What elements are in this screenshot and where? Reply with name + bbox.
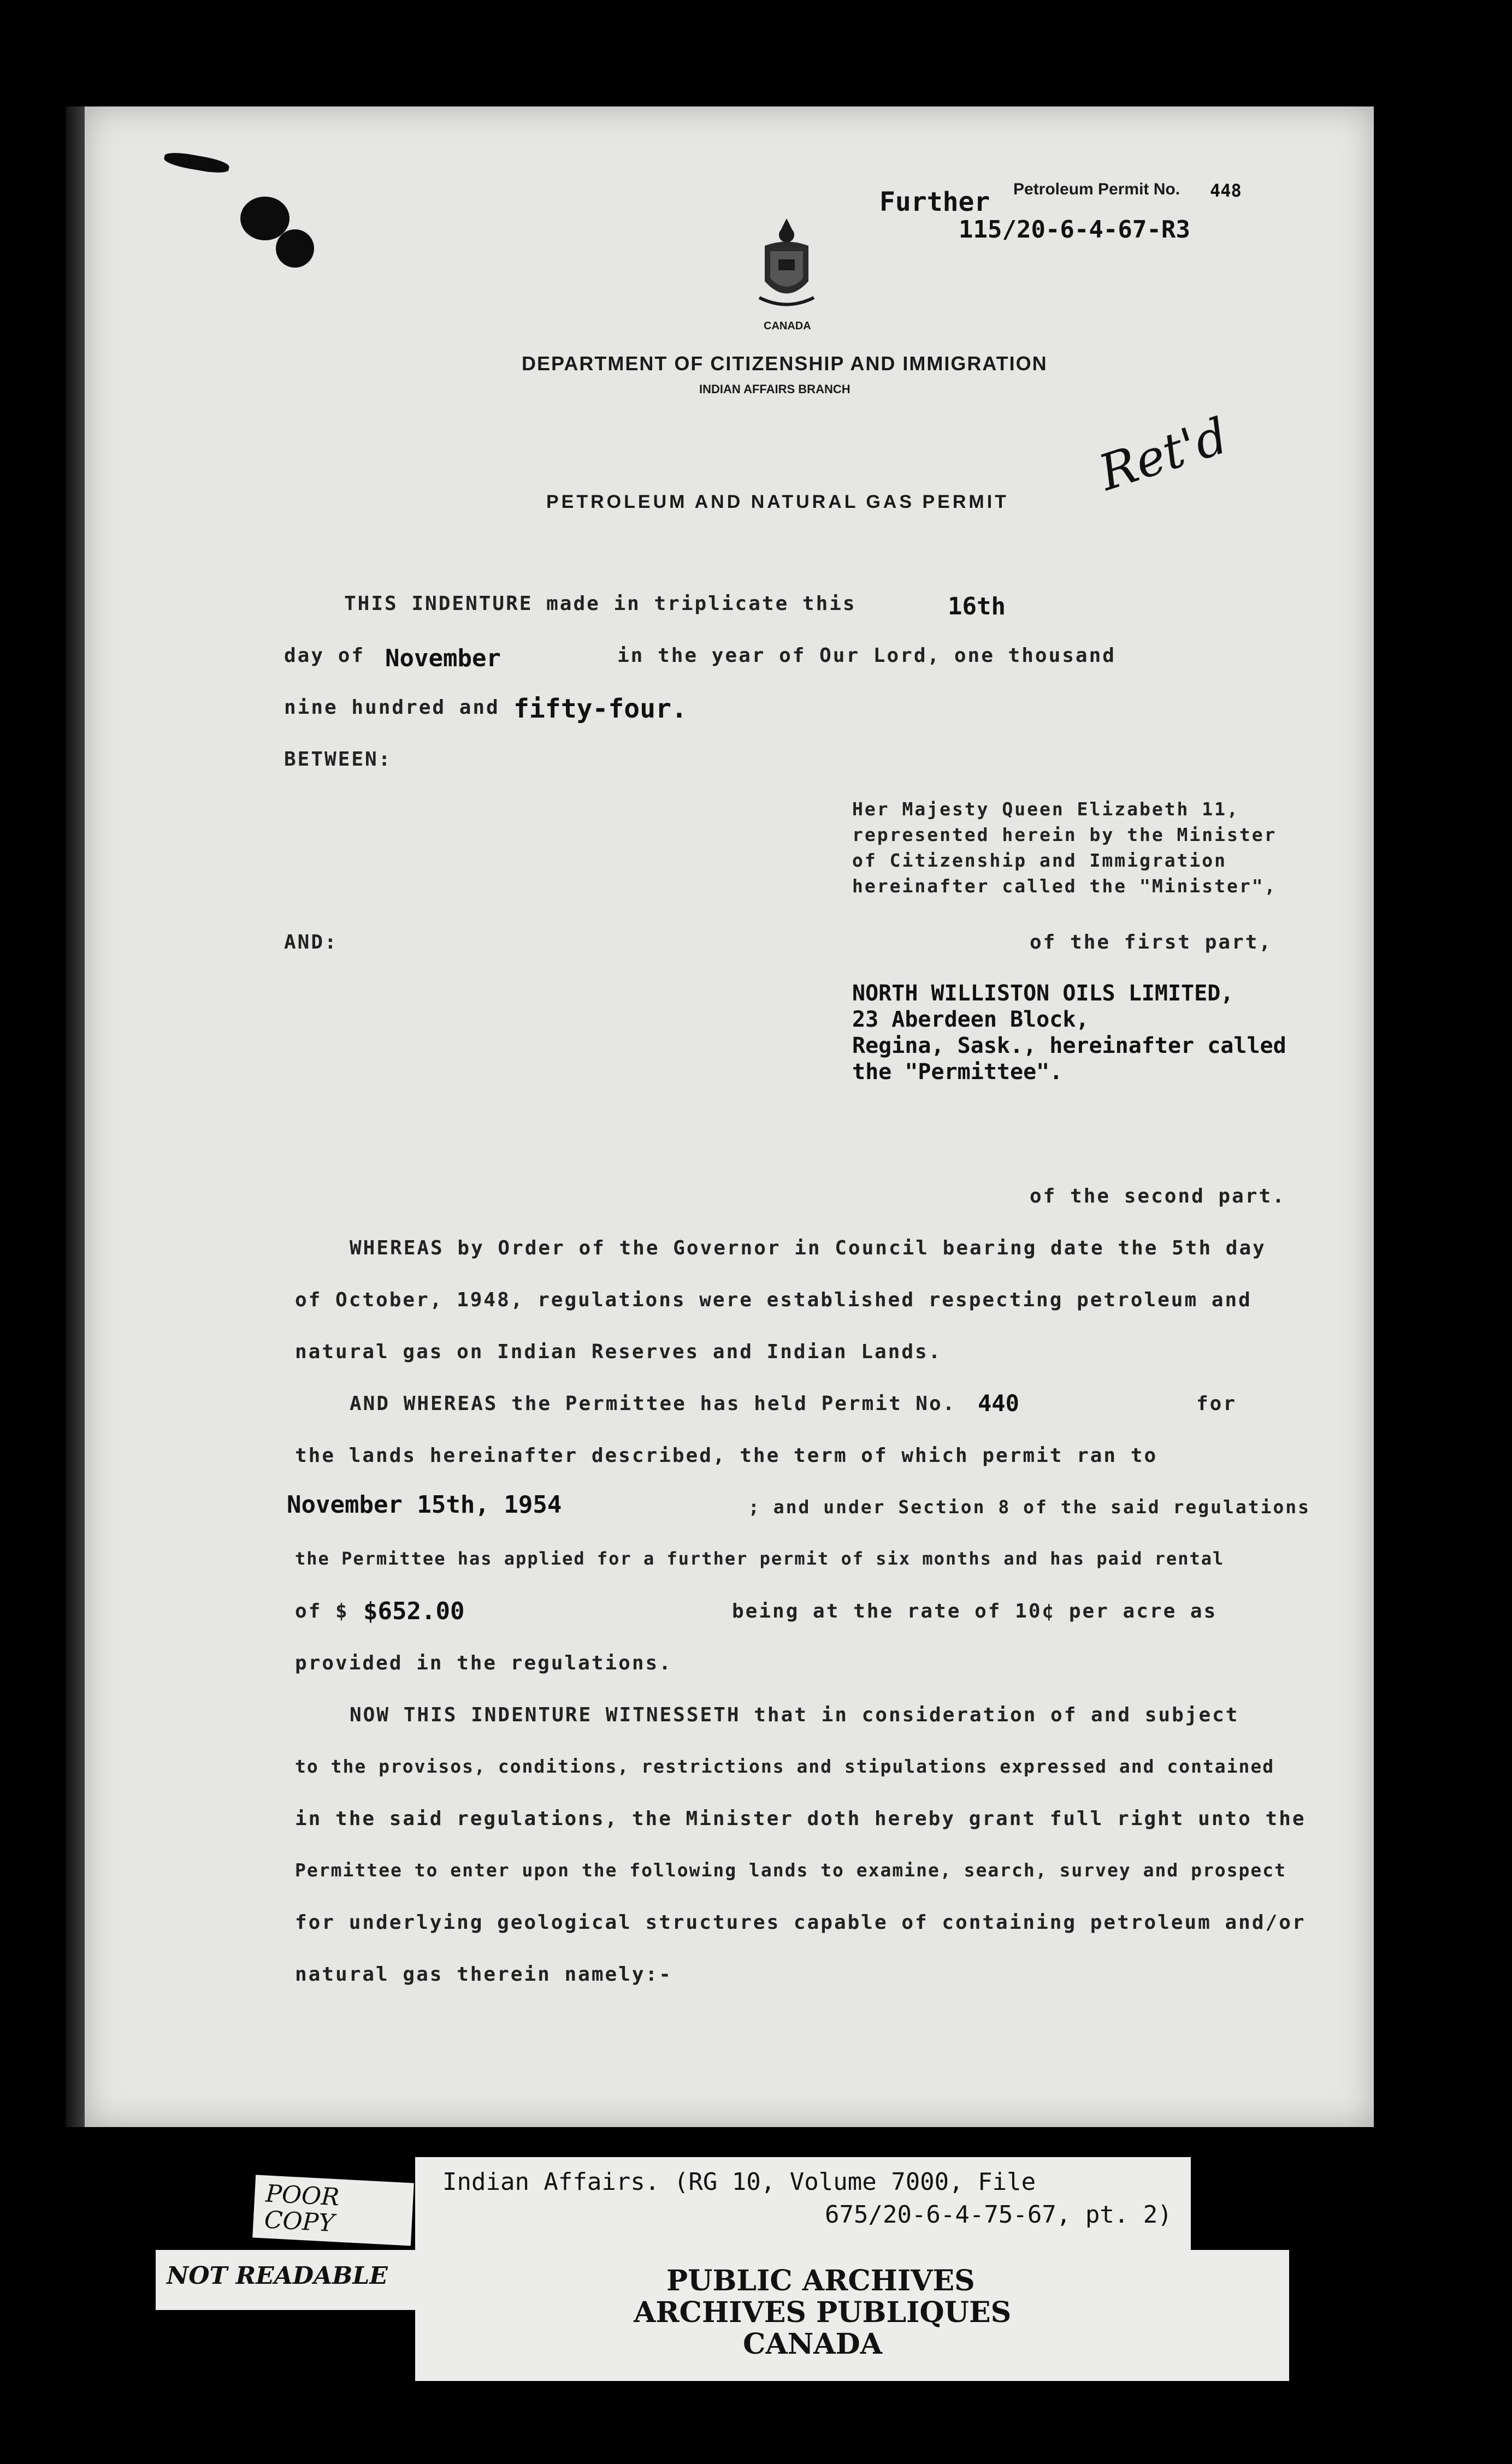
citation-line1: Indian Affairs. (RG 10, Volume 7000, File — [442, 2168, 1036, 2196]
first-party-line: of Citizenship and Immigration — [852, 850, 1227, 871]
department-heading: DEPARTMENT OF CITIZENSHIP AND IMMIGRATION — [522, 352, 1048, 375]
grant-line: natural gas therein namely:- — [295, 1963, 672, 1986]
prior-permit-number: 440 — [978, 1390, 1019, 1417]
grant-line: NOW THIS INDENTURE WITNESSETH that in consideration of and subject — [350, 1704, 1239, 1726]
second-party-line: the "Permittee". — [852, 1059, 1063, 1085]
stamp-line: ARCHIVES PUBLIQUES — [634, 2296, 1012, 2329]
whereas2-line3-suffix: ; and under Section 8 of the said regulations — [748, 1496, 1311, 1518]
intro-line3-prefix: nine hundred and — [284, 696, 500, 719]
ink-smudge — [276, 229, 314, 268]
poor-copy-label: POOR COPY — [263, 2179, 340, 2238]
whereas1-line: natural gas on Indian Reserves and Indian Lands. — [295, 1341, 942, 1363]
handwritten-note: Ret'd — [1092, 407, 1235, 502]
expiry-date: November 15th, 1954 — [287, 1491, 562, 1519]
whereas2-line6: provided in the regulations. — [295, 1652, 672, 1674]
stamp-line: CANADA — [743, 2327, 883, 2361]
file-reference: 115/20-6-4-67-R3 — [959, 216, 1190, 244]
month-value: November — [385, 644, 501, 672]
grant-line: for underlying geological structures capable of containing petroleum and/or — [295, 1911, 1306, 1934]
first-party-block — [852, 798, 1277, 897]
not-readable-label: NOT READABLE — [167, 2262, 388, 2290]
whereas1-line: of October, 1948, regulations were established respecting petroleum and — [295, 1289, 1252, 1311]
whereas2-line2: the lands hereinafter described, the term of which permit ran to — [295, 1444, 1158, 1467]
crest-label: CANADA — [764, 320, 811, 332]
stamp-line: PUBLIC ARCHIVES — [666, 2264, 975, 2297]
intro-line1: THIS INDENTURE made in triplicate this — [344, 593, 857, 615]
document-title: PETROLEUM AND NATURAL GAS PERMIT — [546, 491, 1009, 512]
between-label: BETWEEN: — [284, 748, 392, 771]
first-party-line: represented herein by the Minister — [852, 824, 1277, 845]
and-label: AND: — [284, 931, 338, 953]
intro-line2-suffix: in the year of Our Lord, one thousand — [617, 644, 1116, 667]
day-value: 16th — [948, 593, 1006, 620]
archives-stamp-card — [415, 2250, 1289, 2381]
first-party-line: Her Majesty Queen Elizabeth 11, — [852, 798, 1239, 820]
whereas2-line4: the Permittee has applied for a further permit of six months and has paid rental — [295, 1548, 1225, 1569]
whereas2-line1-prefix: AND WHEREAS the Permittee has held Permit No. — [350, 1393, 956, 1415]
rental-amount: $652.00 — [363, 1597, 465, 1625]
whereas2-line1-suffix: for — [1196, 1393, 1237, 1415]
rental-suffix: being at the rate of 10¢ per acre as — [732, 1600, 1218, 1622]
citation-line2: 675/20-6-4-75-67, pt. 2) — [825, 2201, 1172, 2229]
grant-line: Permittee to enter upon the following lands to examine, search, survey and prospect — [295, 1859, 1287, 1881]
further-label: Further — [879, 187, 990, 217]
grant-line: to the provisos, conditions, restrictions and stipulations expressed and contained — [295, 1756, 1275, 1777]
branch-heading: INDIAN AFFAIRS BRANCH — [699, 382, 850, 396]
permit-number-value: 448 — [1210, 180, 1242, 201]
whereas1-line: WHEREAS by Order of the Governor in Council bearing date the 5th day — [350, 1237, 1266, 1259]
poor-copy-card — [252, 2175, 414, 2246]
not-readable-card — [156, 2250, 418, 2310]
second-part-label: of the second part. — [1030, 1185, 1286, 1207]
citation-card — [415, 2157, 1191, 2255]
grant-line: in the said regulations, the Minister doth hereby grant full right unto the — [295, 1808, 1306, 1830]
second-party-line: NORTH WILLISTON OILS LIMITED, — [852, 981, 1234, 1006]
page-fold-shadow — [66, 106, 87, 2127]
second-party-line: 23 Aberdeen Block, — [852, 1007, 1089, 1032]
permit-number-label: Petroleum Permit No. — [1013, 180, 1180, 198]
first-part-label: of the first part, — [1030, 931, 1273, 953]
first-party-line: hereinafter called the "Minister", — [852, 875, 1277, 897]
intro-line2-prefix: day of — [284, 644, 365, 667]
year-words-value: fifty-four. — [513, 694, 687, 724]
second-party-line: Regina, Sask., hereinafter called — [852, 1033, 1286, 1058]
rental-prefix: of $ — [295, 1600, 349, 1622]
canada-coat-of-arms-icon — [754, 216, 819, 314]
second-party-block — [852, 980, 1286, 1085]
